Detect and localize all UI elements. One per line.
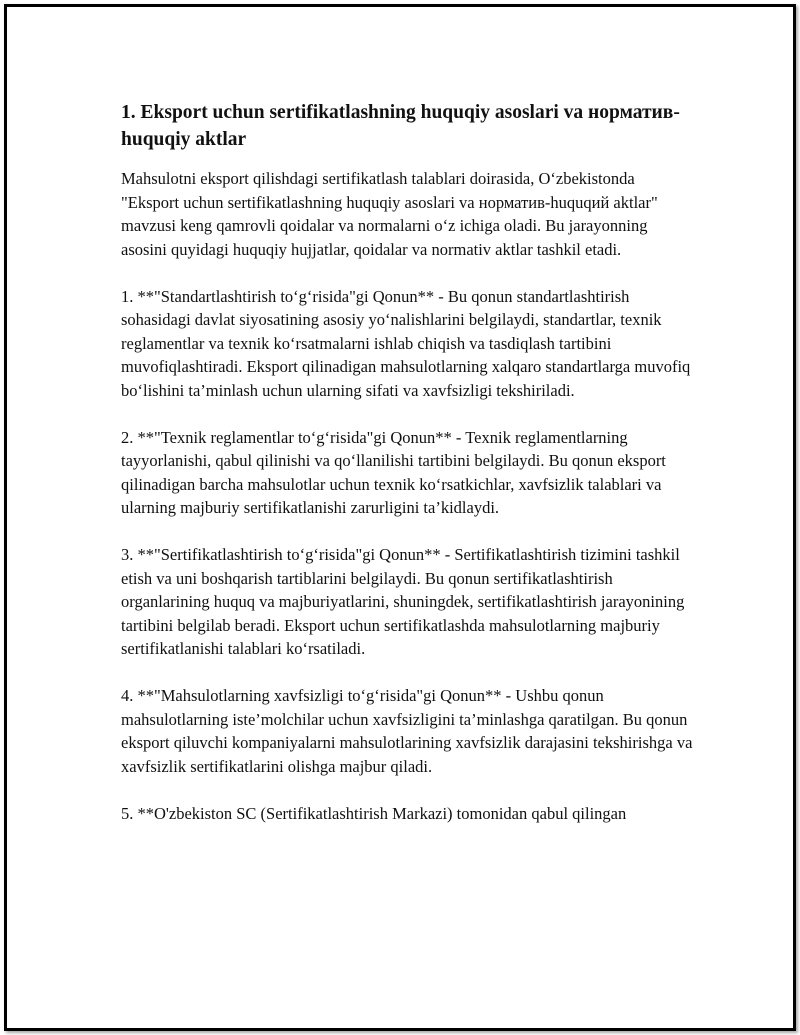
list-item-technical-regulations-law: 2. **"Texnik reglamentlar to‘g‘risida"gi Qonun** - Texnik reglamentlarning tayyorlanishi, qabul qilinishi va qo‘llanilishi tartibini belgilaydi. Bu qonun eksport qilinadigan barcha mahsulotlar uchun texnik ko‘rsatkichlar, xavfsizlik talablari va ularning majburiy sertifikatlanishi zarurligini ta’kidlaydi.: [121, 427, 666, 517]
intro-paragraph: Mahsulotni eksport qilishdagi sertifikatlash talablari doirasida, O‘zbekistonda "Eksport uchun sertifikatlashning huquqiy asoslari va норматив-huquqий aktlar" mavzusi keng qamrovli qoidalar va normalarni o‘z ichiga oladi. Bu jarayonning asosini quyidagi huquqiy hujjatlar, qoidalar va normativ aktlar tashkil etadi.: [121, 169, 658, 259]
list-item-standardization-law: 1. **"Standartlashtirish to‘g‘risida"gi Qonun** - Bu qonun standartlashtirish sohasidagi davlat siyosatining asosiy yo‘nalishlarini belgilaydi, standartlar, texnik reglamentlar va texnik ko‘rsatmalarni ishlab chiqish va tasdiqlash tartibini muvofiqlashtiradi. Eksport qilinadigan mahsulotlarning xalqaro standartlarga muvofiq bo‘lishini ta’minlash uchun ularning sifati va xavfsizligi tekshiriladi.: [121, 286, 691, 400]
document-body: [121, 99, 696, 849]
list-item-product-safety-law: 4. **"Mahsulotlarning xavfsizligi to‘g‘risida"gi Qonun** - Ushbu qonun mahsulotlarning iste’molchilar uchun xavfsizligini ta’minlashga qaratilgan. Bu qonun eksport qiluvchi kompaniyalarni mahsulotlarining xavfsizlik darajasini tekshirishga va xavfsizlik sertifikatlarini olishga majbur qiladi.: [121, 686, 693, 776]
list-item-certification-law: 3. **"Sertifikatlashtirish to‘g‘risida"gi Qonun** - Sertifikatlashtirish tizimini tashkil etish va uni boshqarish tartiblarini belgilaydi. Bu qonun sertifikatlashtirish organlarining huquq va majburiyatlarini, shuningdek, sertifikatlashtirish jarayonining tartibini belgilab beradi. Eksport uchun sertifikatlashda mahsulotlarning majburiy sertifikatlanishi talablari ko‘rsatiladi.: [121, 545, 685, 658]
list-item-certification-center: 5. **O'zbekiston SC (Sertifikatlashtirish Markazi) tomonidan qabul qilingan: [121, 803, 627, 823]
document-page: [4, 4, 796, 1031]
section-heading: 1. Eksport uchun sertifikatlashning huquqiy asoslari va норматив-huquqiy aktlar: [121, 102, 680, 150]
